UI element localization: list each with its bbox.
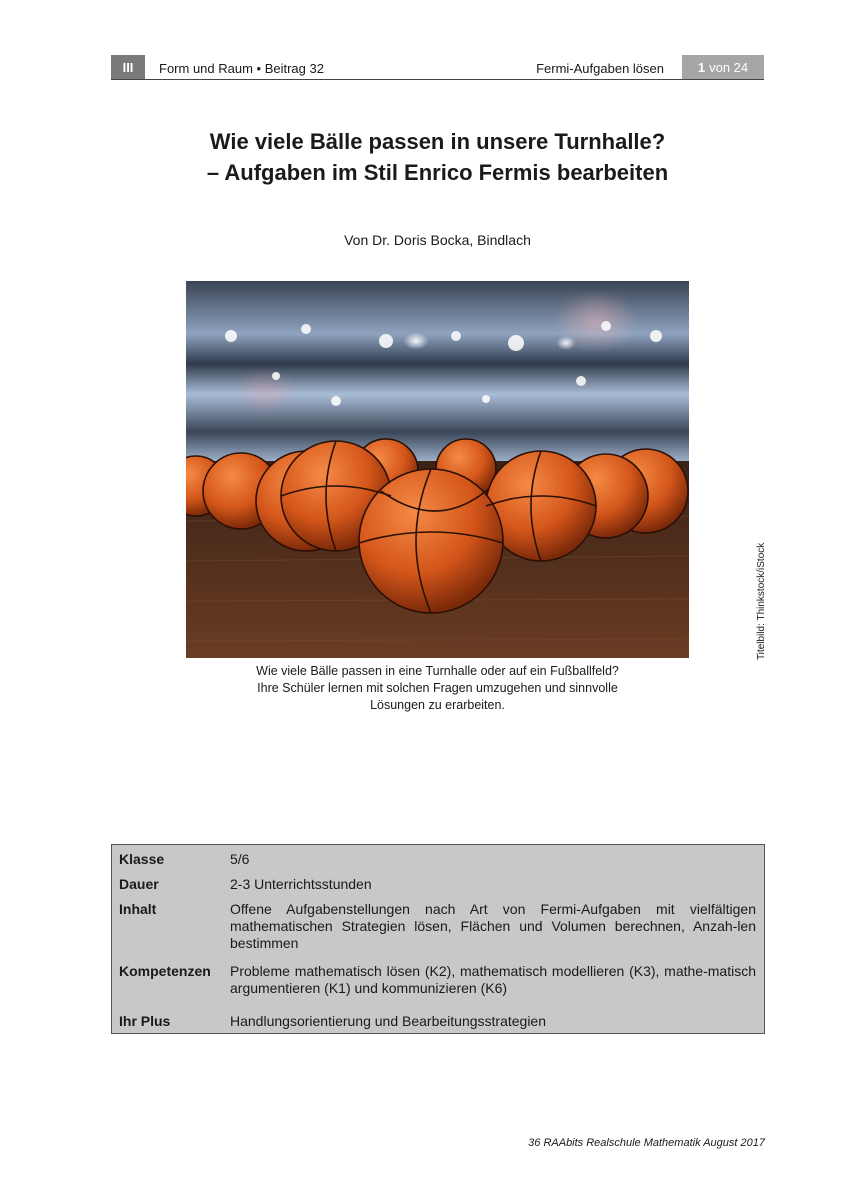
level-badge: III [111, 55, 145, 79]
caption-line-3: Lösungen zu erarbeiten. [370, 698, 505, 712]
image-credit: Titelbild: Thinkstock/iStock [756, 542, 767, 660]
info-value: Probleme mathematisch lösen (K2), mathematisch modellieren (K3), mathe-matisch argumentieren (K1) und kommunizieren (K6) [230, 963, 756, 996]
basketballs-illustration [186, 281, 689, 658]
page-title [60, 126, 815, 188]
info-box [111, 844, 765, 1034]
photo-caption [186, 663, 689, 714]
page-number: 1 [697, 59, 706, 75]
author-line: Von Dr. Doris Bocka, Bindlach [344, 232, 531, 248]
info-label: Ihr Plus [119, 1013, 171, 1029]
page-total: von 24 [709, 59, 749, 75]
info-value: 2-3 Unterrichtsstunden [230, 876, 372, 892]
page-header [111, 55, 764, 80]
topic-label: Fermi-Aufgaben lösen [536, 61, 664, 76]
info-value: Handlungsorientierung und Bearbeitungsstrategien [230, 1013, 546, 1029]
page-footer: 36 RAAbits Realschule Mathematik August 2017 [528, 1137, 765, 1149]
info-label: Kompetenzen [119, 963, 211, 979]
page-indicator [682, 55, 764, 79]
basketballs-photo [186, 281, 689, 658]
info-label: Dauer [119, 876, 159, 892]
title-line-2: – Aufgaben im Stil Enrico Fermis bearbeiten [206, 160, 669, 185]
info-label: Inhalt [119, 901, 157, 917]
section-label: Form und Raum • Beitrag 32 [159, 61, 324, 76]
title-line-1: Wie viele Bälle passen in unsere Turnhalle? [209, 129, 666, 154]
caption-line-2: Ihre Schüler lernen mit solchen Fragen umzugehen und sinnvolle [257, 681, 618, 695]
info-value: 5/6 [230, 851, 250, 867]
info-value: Offene Aufgabenstellungen nach Art von Fermi-Aufgaben mit vielfältigen mathematischen Strategien lösen, Flächen und Volumen berechnen, Anzah-len bestimmen [230, 901, 756, 951]
caption-line-1: Wie viele Bälle passen in eine Turnhalle oder auf ein Fußballfeld? [256, 664, 619, 678]
info-label: Klasse [119, 851, 165, 867]
